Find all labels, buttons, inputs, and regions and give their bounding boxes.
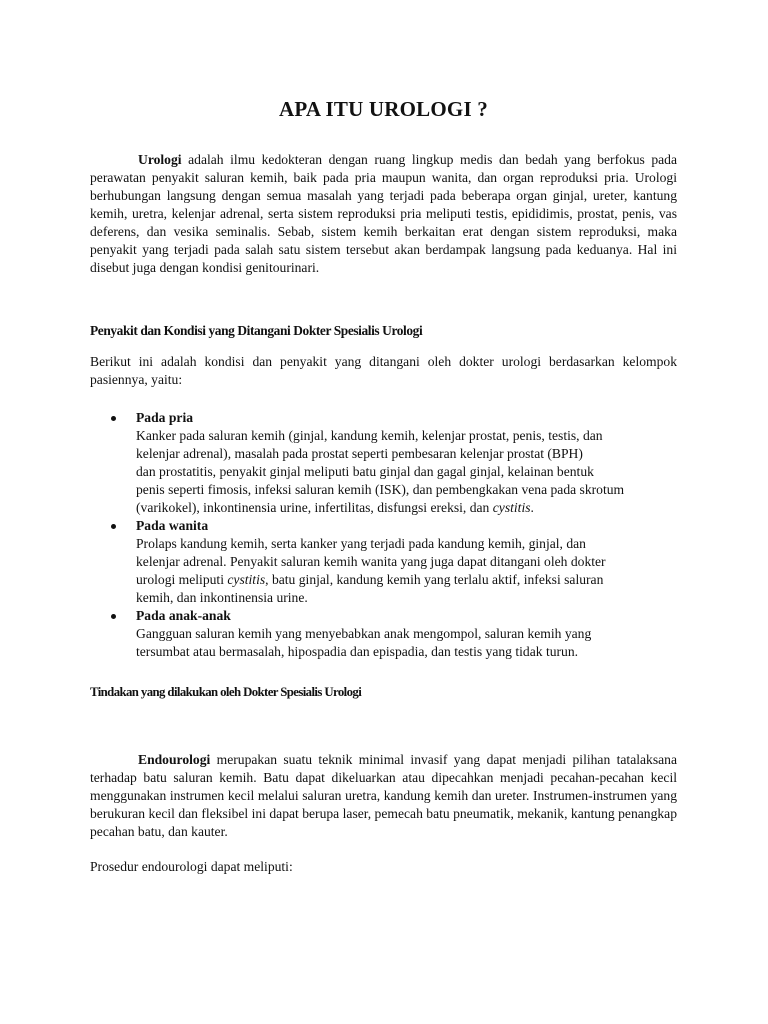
group-line: penis seperti fimosis, infeksi saluran kemih (ISK), dan pembengkakan vena pada skrotum [136,482,625,497]
intro-term: Urologi [138,152,182,167]
group-line-end: . [530,500,534,515]
section-heading-procedures: Tindakan yang dilakukan oleh Dokter Spesialis Urologi [90,685,362,699]
group-line: Kanker pada saluran kemih (ginjal, kandung kemih, kelenjar prostat, penis, testis, dan [136,428,603,443]
group-title: Pada pria [136,410,194,425]
endourologi-paragraph [90,751,677,841]
group-line-text: (varikokel), inkontinensia urine, infertilitas, disfungsi ereksi, dan [136,500,493,515]
list-item-anak [90,607,677,661]
italic-term: cystitis [227,572,266,587]
patient-group-list [90,409,677,661]
prosedur-paragraph: Prosedur endourologi dapat meliputi: [90,859,293,874]
section-heading-conditions: Penyakit dan Kondisi yang Ditangani Dokter Spesialis Urologi [90,323,423,338]
list-item-wanita [90,517,677,607]
intro-paragraph [90,151,677,277]
group-line: kelenjar adrenal), masalah pada prostat seperti pembesaran kelenjar prostat (BPH) [136,446,583,461]
bullet-icon [111,614,116,619]
conditions-lead-paragraph: Berikut ini adalah kondisi dan penyakit yang ditangani oleh dokter urologi berdasarkan kelompok pasiennya, yaitu: [90,354,677,387]
page-title: APA ITU UROLOGI ? [279,97,488,121]
group-line: Prolaps kandung kemih, serta kanker yang terjadi pada kandung kemih, ginjal, dan [136,536,586,551]
group-line-text: , batu ginjal, kandung kemih yang terlalu aktif, infeksi saluran [265,572,604,587]
endourologi-term: Endourologi [138,752,211,767]
list-item-pria [90,409,677,517]
group-line-last [136,499,677,517]
group-line: kelenjar adrenal. Penyakit saluran kemih wanita yang juga dapat ditangani oleh dokter [136,554,606,569]
intro-text: adalah ilmu kedokteran dengan ruang lingkup medis dan bedah yang berfokus pada perawatan penyakit saluran kemih, baik pada pria maupun wanita, dan organ reproduksi pria. Urologi berhubungan langsung dengan semua masalah yang terjadi pada beberapa organ ginjal, ureter, kantung kemih, uretra, kelenjar adrenal, serta sistem reproduksi pria meliputi testis, epididimis, prostat, penis, vas deferens, dan vesika seminalis. Sebab, sistem kemih berkaitan erat dengan sistem reproduksi, maka penyakit yang terjadi pada salah satu sistem tersebut akan berdampak langsung pada keduanya. Hal ini disebut juga dengan kondisi genitourinari. [90,152,677,275]
group-line-mixed [136,571,677,589]
bullet-icon [111,524,116,529]
group-title: Pada anak-anak [136,608,231,623]
group-line: kemih, dan inkontinensia urine. [136,590,308,605]
group-line: Gangguan saluran kemih yang menyebabkan anak mengompol, saluran kemih yang [136,626,592,641]
group-title: Pada wanita [136,518,209,533]
group-line-text: urologi meliputi [136,572,228,587]
group-line: dan prostatitis, penyakit ginjal meliputi batu ginjal dan gagal ginjal, kelainan bentuk [136,464,594,479]
group-line: tersumbat atau bermasalah, hipospadia dan epispadia, dan testis yang tidak turun. [136,644,579,659]
endourologi-text: merupakan suatu teknik minimal invasif yang dapat menjadi pilihan tatalaksana terhadap batu saluran kemih. Batu dapat dikeluarkan atau dipecahkan menjadi pecahan-pecahan kecil menggunakan instrumen kecil melalui saluran uretra, kandung kemih dan ureter. Instrumen-instrumen yang berukuran kecil dan fleksibel ini dapat berupa laser, pemecah batu pneumatik, mekanik, kantung penangkap pecahan batu, dan kauter. [90,752,677,839]
italic-term: cystitis [492,500,531,515]
bullet-icon [111,416,116,421]
